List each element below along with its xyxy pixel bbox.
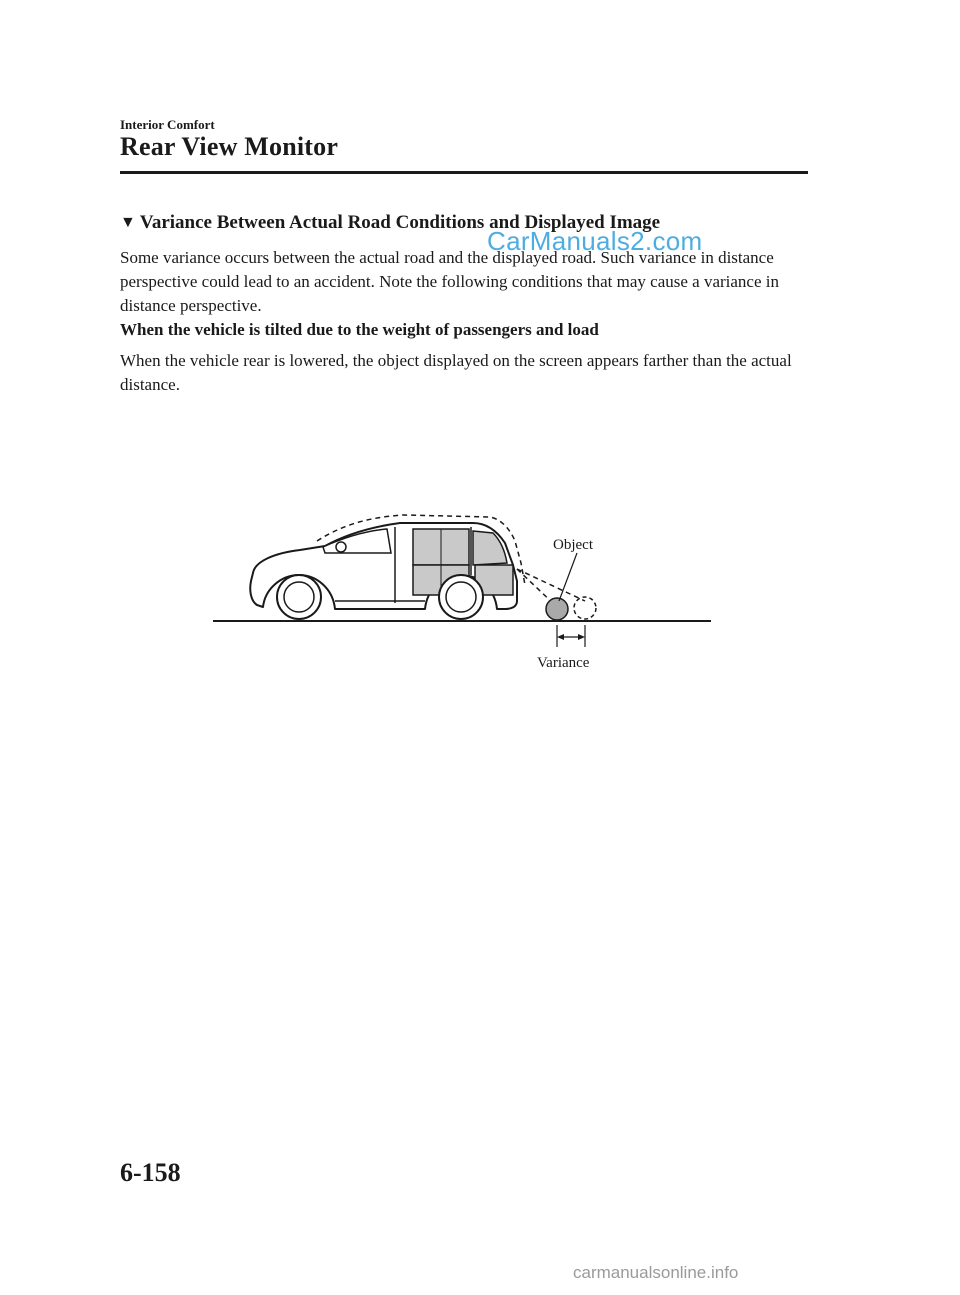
title-divider — [120, 171, 808, 174]
subsection-heading-text: Variance Between Actual Road Conditions and Displayed Image — [139, 212, 661, 233]
section-label: Interior Comfort — [120, 117, 215, 132]
camera-ray-displayed — [517, 569, 585, 601]
load-rear-quarter — [473, 531, 507, 565]
triangle-down-icon: ▼ — [120, 214, 136, 231]
side-mirror — [336, 542, 346, 552]
page-number: 6-158 — [120, 1158, 181, 1187]
intro-paragraph: Some variance occurs between the actual road and the displayed road. Such variance in distance perspective could lead to an accident. Note the following conditions that may cause a variance in distance perspective. — [120, 248, 779, 315]
footer-site-text: carmanualsonline.info — [573, 1263, 739, 1282]
variance-label: Variance — [537, 655, 590, 671]
page-title: Rear View Monitor — [120, 132, 339, 161]
condition-heading: When the vehicle is tilted due to the weight of passengers and load — [120, 320, 599, 339]
watermark-logo: CarManuals2.com — [487, 226, 703, 256]
condition-paragraph: When the vehicle rear is lowered, the object displayed on the screen appears farther than the actual distance. — [120, 351, 792, 394]
vehicle-variance-illustration — [205, 505, 725, 690]
object-label: Object — [553, 537, 593, 553]
actual-object — [546, 598, 568, 620]
